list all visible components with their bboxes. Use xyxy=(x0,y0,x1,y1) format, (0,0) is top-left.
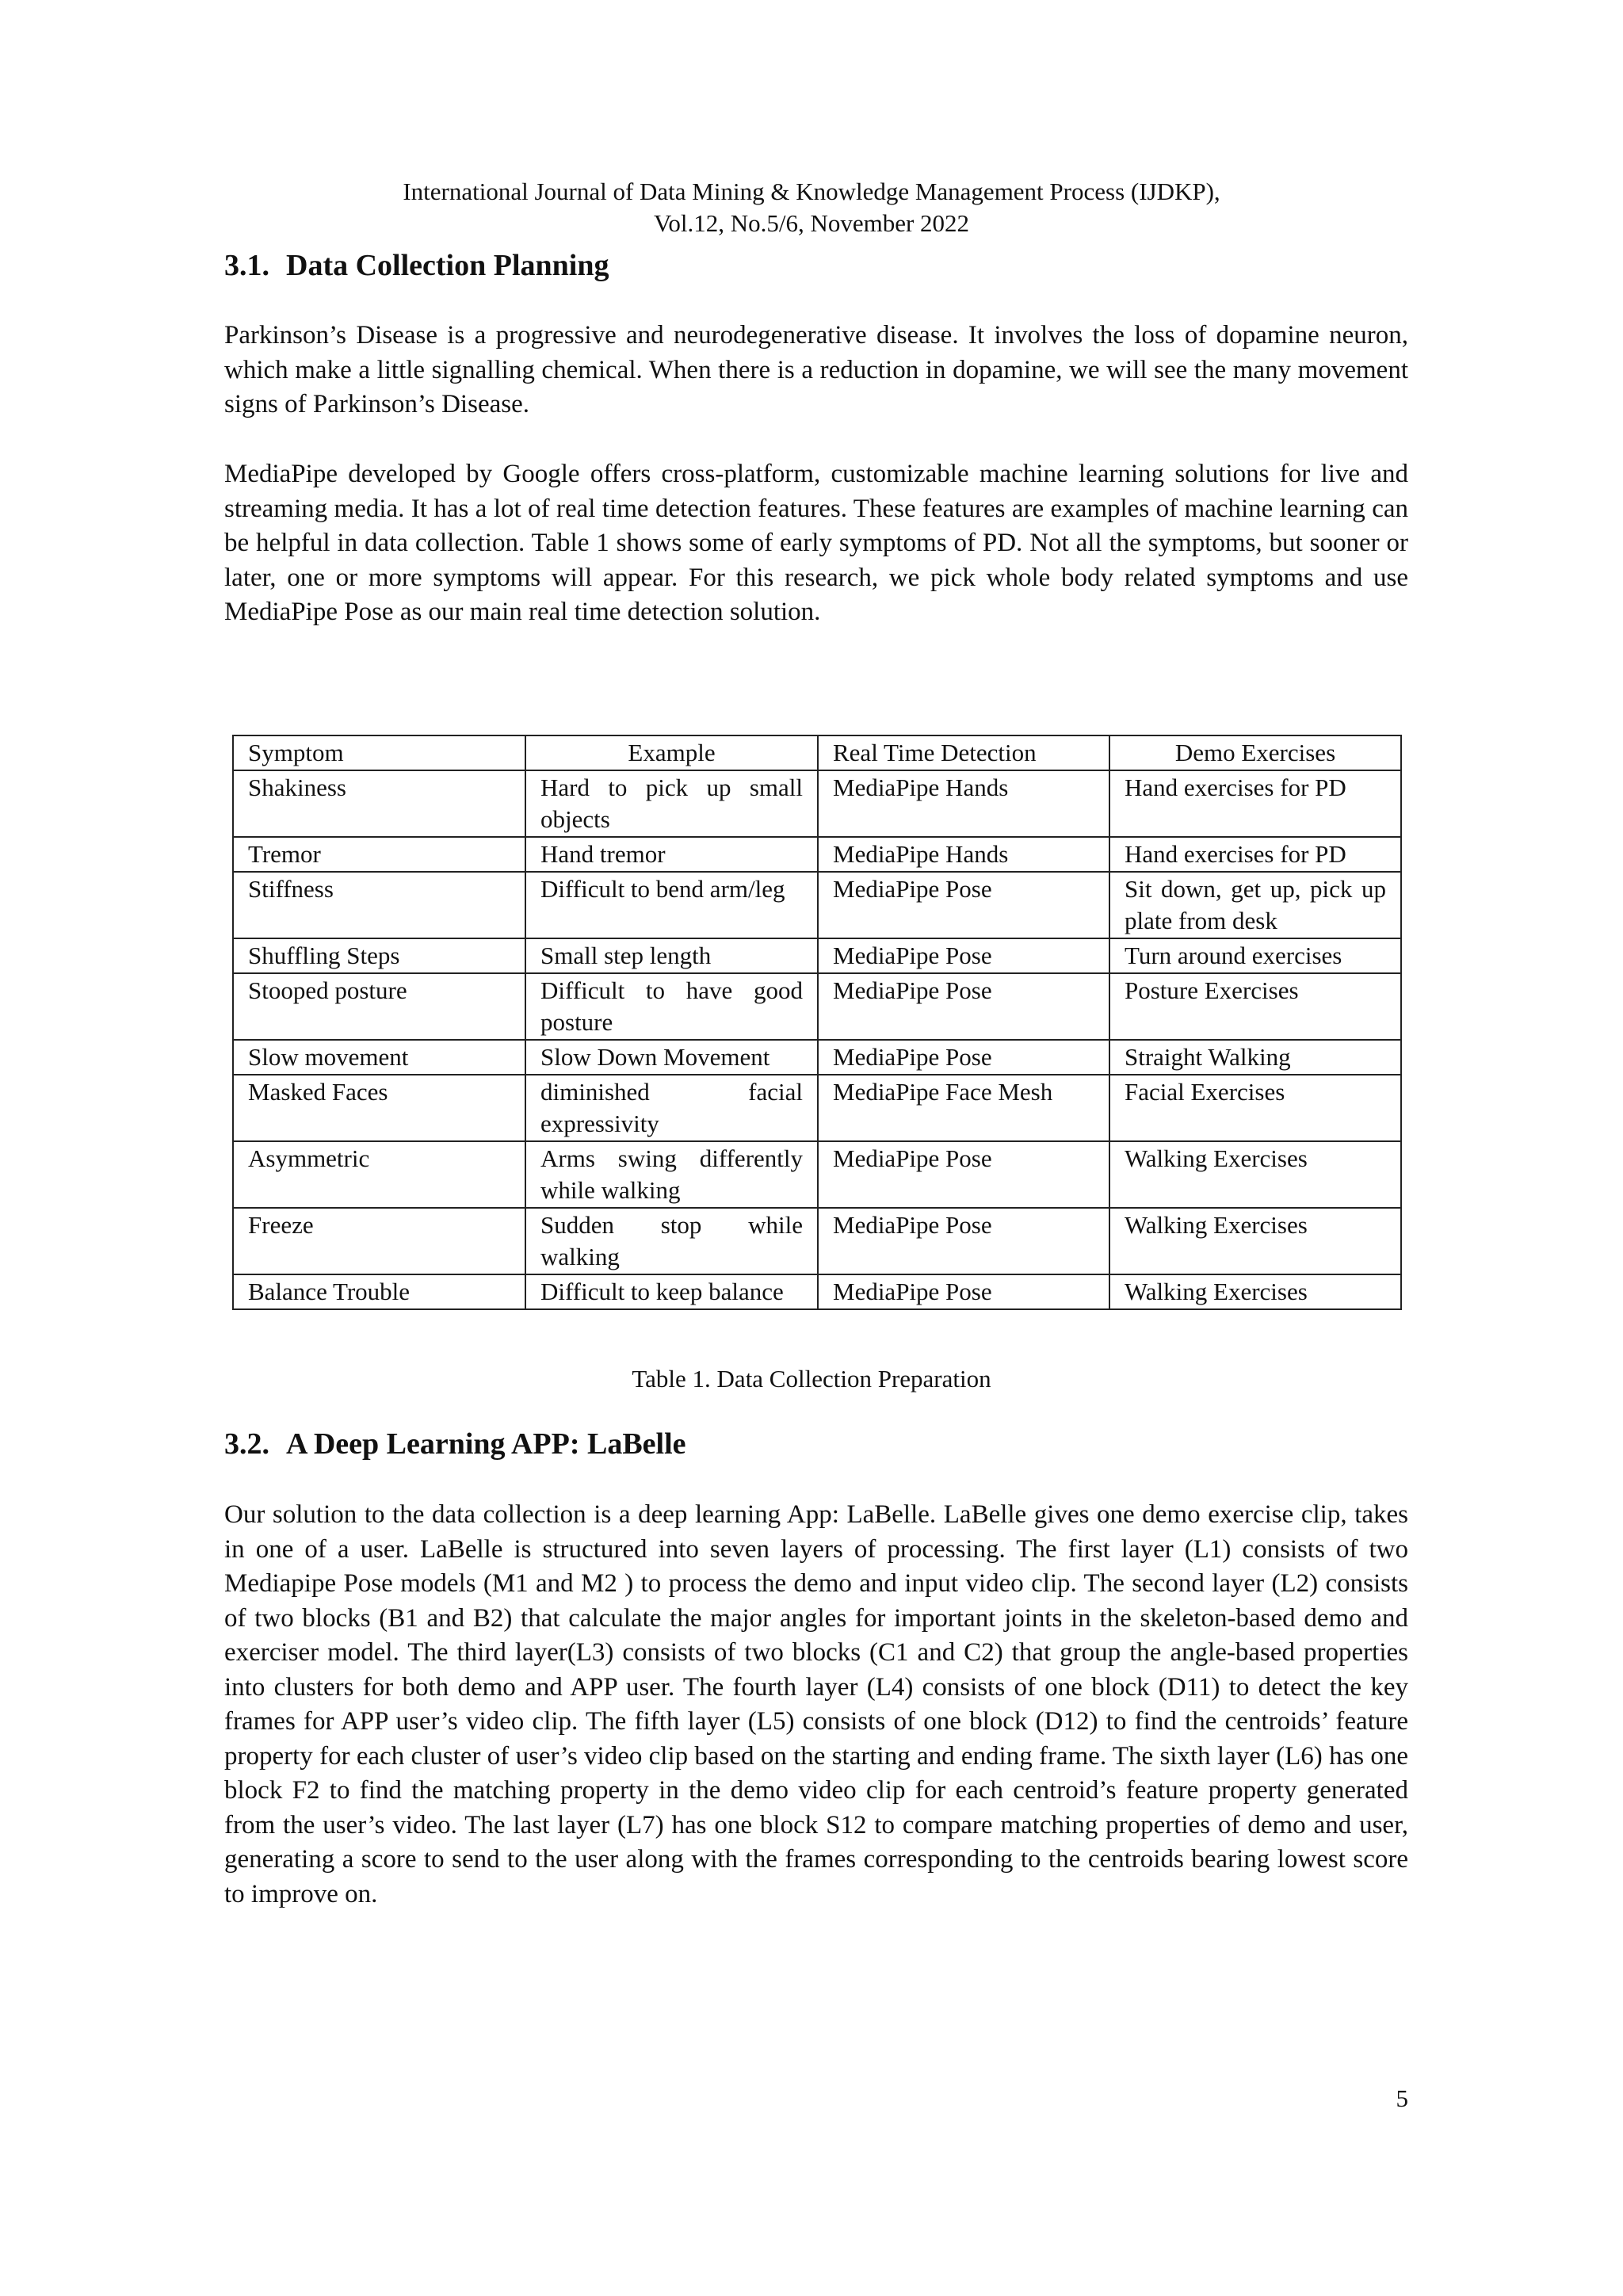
table-cell: Walking Exercises xyxy=(1109,1274,1401,1309)
table-cell: Hard to pick up small objects xyxy=(525,770,818,837)
table-cell: Freeze xyxy=(233,1208,525,1274)
table-row xyxy=(233,1075,1401,1141)
table-row xyxy=(233,938,1401,973)
table-cell: diminished facial expressivity xyxy=(525,1075,818,1141)
table-cell: Posture Exercises xyxy=(1109,973,1401,1040)
table-header-cell: Real Time Detection xyxy=(818,735,1109,770)
table-cell: Masked Faces xyxy=(233,1075,525,1141)
table-cell: Slow movement xyxy=(233,1040,525,1075)
table-row xyxy=(233,770,1401,837)
section-3-1-number: 3.1. xyxy=(224,249,269,282)
table-row xyxy=(233,1208,1401,1274)
section-3-1-title: Data Collection Planning xyxy=(286,249,609,282)
table-cell: Hand exercises for PD xyxy=(1109,770,1401,837)
section-3-2-paragraph-1: Our solution to the data collection is a deep learning App: LaBelle. LaBelle gives one demo exercise clip, takes in one of a user. LaBelle is structured into seven layers of processing. The first layer (L1) consists of two Mediapipe Pose models (M1 and M2 ) to process the demo and input video clip. The second layer (L2) consists of two blocks (B1 and B2) that calculate the major angles for important joints in the skeleton-based demo and exerciser model. The third layer(L3) consists of two blocks (C1 and C2) that group the angle-based properties into clusters for both demo and APP user. The fourth layer (L4) consists of one block (D11) to detect the key frames for APP user’s video clip. The fifth layer (L5) consists of one block (D12) to find the centroids’ feature property for each cluster of user’s video clip based on the starting and ending frame. The sixth layer (L6) has one block F2 to find the matching property in the demo video clip for each centroid’s feature property generated from the user’s video. The last layer (L7) has one block S12 to compare matching properties of demo and user, generating a score to send to the user along with the frames corresponding to the centroids bearing lowest score to improve on. xyxy=(224,1500,1408,1908)
table-cell: MediaPipe Pose xyxy=(818,973,1109,1040)
table-cell: Turn around exercises xyxy=(1109,938,1401,973)
table-cell: MediaPipe Pose xyxy=(818,1040,1109,1075)
table-cell: Difficult to have good posture xyxy=(525,973,818,1040)
table-cell: MediaPipe Pose xyxy=(818,1208,1109,1274)
table-cell: Difficult to bend arm/leg xyxy=(525,872,818,938)
table-cell: Tremor xyxy=(233,837,525,872)
table-row xyxy=(233,1040,1401,1075)
section-3-1-heading xyxy=(224,248,609,283)
table-header-cell: Symptom xyxy=(233,735,525,770)
table-cell: MediaPipe Hands xyxy=(818,770,1109,837)
table-cell: Straight Walking xyxy=(1109,1040,1401,1075)
table-row xyxy=(233,1141,1401,1208)
table-cell: MediaPipe Pose xyxy=(818,1274,1109,1309)
table-cell: Arms swing differently while walking xyxy=(525,1141,818,1208)
section-3-2-heading xyxy=(224,1427,686,1461)
table-cell: Sit down, get up, pick up plate from desk xyxy=(1109,872,1401,938)
table-cell: Difficult to keep balance xyxy=(525,1274,818,1309)
table-caption: Table 1. Data Collection Preparation xyxy=(632,1365,991,1392)
table-row xyxy=(233,872,1401,938)
table-row xyxy=(233,837,1401,872)
table-cell: MediaPipe Pose xyxy=(818,872,1109,938)
journal-header-line1: International Journal of Data Mining & Knowledge Management Process (IJDKP), xyxy=(403,178,1220,205)
table-cell: Balance Trouble xyxy=(233,1274,525,1309)
table-row xyxy=(233,973,1401,1040)
section-3-1-paragraph-1: Parkinson’s Disease is a progressive and neurodegenerative disease. It involves the loss of dopamine neuron, which make a little signalling chemical. When there is a reduction in dopamine, we will see the many movement signs of Parkinson’s Disease. xyxy=(224,321,1408,418)
table-cell: Small step length xyxy=(525,938,818,973)
section-3-2-title: A Deep Learning APP: LaBelle xyxy=(286,1427,686,1461)
table-cell: MediaPipe Face Mesh xyxy=(818,1075,1109,1141)
table-cell: MediaPipe Pose xyxy=(818,938,1109,973)
table-header-cell: Demo Exercises xyxy=(1109,735,1401,770)
table-cell: Facial Exercises xyxy=(1109,1075,1401,1141)
table-cell: Stiffness xyxy=(233,872,525,938)
page-number: 5 xyxy=(1396,2084,1408,2112)
section-3-1-paragraph-2: MediaPipe developed by Google offers cross-platform, customizable machine learning solutions for live and streaming media. It has a lot of real time detection features. These features are examples of machine learning can be helpful in data collection. Table 1 shows some of early symptoms of PD. Not all the symptoms, but sooner or later, one or more symptoms will appear. For this research, we pick whole body related symptoms and use MediaPipe Pose as our main real time detection solution. xyxy=(224,460,1408,626)
table-cell: Walking Exercises xyxy=(1109,1141,1401,1208)
table-cell: Slow Down Movement xyxy=(525,1040,818,1075)
table-cell: Sudden stop while walking xyxy=(525,1208,818,1274)
symptom-table xyxy=(232,735,1402,1310)
section-3-2-number: 3.2. xyxy=(224,1427,269,1461)
table-cell: Shuffling Steps xyxy=(233,938,525,973)
table-cell: Asymmetric xyxy=(233,1141,525,1208)
table-cell: Shakiness xyxy=(233,770,525,837)
journal-header-line2: Vol.12, No.5/6, November 2022 xyxy=(653,209,970,237)
table-cell: Hand tremor xyxy=(525,837,818,872)
table-cell: Stooped posture xyxy=(233,973,525,1040)
table-header-row xyxy=(233,735,1401,770)
table-cell: MediaPipe Pose xyxy=(818,1141,1109,1208)
table-cell: MediaPipe Hands xyxy=(818,837,1109,872)
table-cell: Walking Exercises xyxy=(1109,1208,1401,1274)
table-cell: Hand exercises for PD xyxy=(1109,837,1401,872)
journal-header xyxy=(0,176,1623,239)
table-header-cell: Example xyxy=(525,735,818,770)
table-row xyxy=(233,1274,1401,1309)
